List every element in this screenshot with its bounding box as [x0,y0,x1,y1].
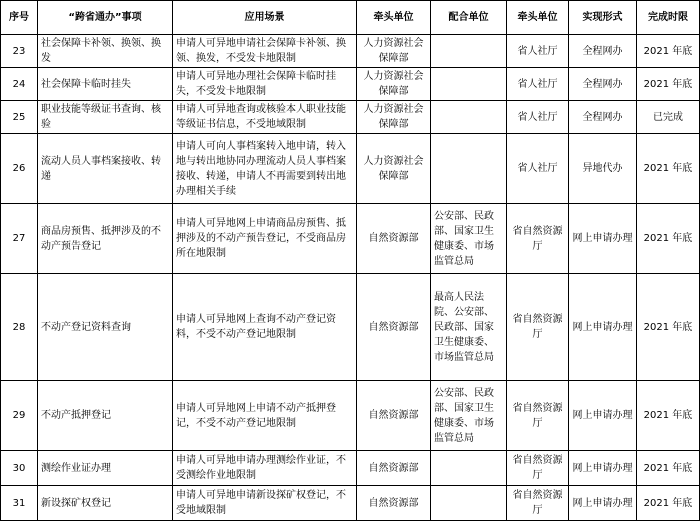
cell-lead: 人力资源社会保障部 [357,35,431,68]
header-deadline: 完成时限 [637,1,700,35]
header-form: 实现形式 [569,1,637,35]
cell-coop [431,68,507,101]
cell-lead: 人力资源社会保障部 [357,68,431,101]
table-row [1,381,700,451]
cell-coop: 最高人民法院、公安部、民政部、国家卫生健康委、市场监管总局 [431,274,507,381]
cell-lead2: 省人社厅 [507,68,569,101]
header-lead: 牵头单位 [357,1,431,35]
cell-no: 31 [1,486,38,521]
cell-lead2: 省人社厅 [507,35,569,68]
cell-deadline: 2021 年底 [637,486,700,521]
cell-lead2: 省自然资源厅 [507,486,569,521]
cell-form: 网上申请办理 [569,381,637,451]
cell-form: 全程网办 [569,68,637,101]
cell-item: 商品房预售、抵押涉及的不动产预告登记 [38,204,173,274]
cell-lead2: 省自然资源厅 [507,381,569,451]
table-row [1,274,700,381]
cell-deadline: 2021 年底 [637,35,700,68]
cell-lead: 自然资源部 [357,451,431,486]
cell-no: 25 [1,101,38,134]
cell-scene: 申请人可异地网上查询不动产登记资料，不受不动产登记地限制 [173,274,357,381]
cell-scene: 申请人可异地网上申请商品房预售、抵押涉及的不动产预告登记，不受商品房所在地限制 [173,204,357,274]
cell-coop [431,35,507,68]
table-row [1,35,700,68]
cell-item: 新设探矿权登记 [38,486,173,521]
cell-no: 23 [1,35,38,68]
table-row [1,134,700,204]
cell-form: 异地代办 [569,134,637,204]
header-coop: 配合单位 [431,1,507,35]
header-row [1,1,700,35]
cell-lead: 自然资源部 [357,381,431,451]
cell-item: 流动人员人事档案接收、转递 [38,134,173,204]
table-row [1,68,700,101]
cell-coop [431,134,507,204]
cell-deadline: 2021 年底 [637,381,700,451]
cell-scene: 申请人可异地办理社会保障卡临时挂失，不受发卡地限制 [173,68,357,101]
cell-item: 社会保障卡临时挂失 [38,68,173,101]
header-scene: 应用场景 [173,1,357,35]
cell-scene: 申请人可异地网上申请不动产抵押登记，不受不动产登记地限制 [173,381,357,451]
cell-deadline: 2021 年底 [637,68,700,101]
cell-coop: 公安部、民政部、国家卫生健康委、市场监管总局 [431,381,507,451]
cell-lead: 自然资源部 [357,486,431,521]
cell-deadline: 已完成 [637,101,700,134]
cell-no: 27 [1,204,38,274]
cell-scene: 申请人可向人事档案转入地申请，转入地与转出地协同办理流动人员人事档案接收、转递，申请人不再需要到转出地办理相关手续 [173,134,357,204]
cell-item: 职业技能等级证书查询、核验 [38,101,173,134]
table-row [1,101,700,134]
table-row [1,451,700,486]
cell-lead: 人力资源社会保障部 [357,101,431,134]
cell-form: 网上申请办理 [569,486,637,521]
cell-form: 网上申请办理 [569,274,637,381]
cell-lead2: 省自然资源厅 [507,274,569,381]
cell-form: 全程网办 [569,35,637,68]
header-no: 序号 [1,1,38,35]
cell-item: 不动产抵押登记 [38,381,173,451]
cell-lead: 人力资源社会保障部 [357,134,431,204]
cell-no: 26 [1,134,38,204]
cell-coop: 公安部、民政部、国家卫生健康委、市场监管总局 [431,204,507,274]
cell-form: 网上申请办理 [569,204,637,274]
cell-scene: 申请人可异地申请办理测绘作业证，不受测绘作业地限制 [173,451,357,486]
table-row [1,486,700,521]
cell-scene: 申请人可异地申请新设探矿权登记，不受地域限制 [173,486,357,521]
cell-coop [431,451,507,486]
cell-scene: 申请人可异地查询或核验本人职业技能等级证书信息，不受地域限制 [173,101,357,134]
cell-scene: 申请人可异地申请社会保障卡补领、换领、换发，不受发卡地限制 [173,35,357,68]
cell-lead2: 省自然资源厅 [507,451,569,486]
cell-coop [431,101,507,134]
cell-lead2: 省人社厅 [507,101,569,134]
header-item: “跨省通办”事项 [38,1,173,35]
cell-form: 网上申请办理 [569,451,637,486]
cell-deadline: 2021 年底 [637,451,700,486]
cell-coop [431,486,507,521]
cell-lead2: 省人社厅 [507,134,569,204]
table-row [1,204,700,274]
cell-deadline: 2021 年底 [637,204,700,274]
cell-no: 30 [1,451,38,486]
cell-no: 28 [1,274,38,381]
cell-item: 不动产登记资料查询 [38,274,173,381]
cell-lead2: 省自然资源厅 [507,204,569,274]
cell-form: 全程网办 [569,101,637,134]
cell-deadline: 2021 年底 [637,134,700,204]
cell-lead: 自然资源部 [357,204,431,274]
cell-item: 测绘作业证办理 [38,451,173,486]
cell-no: 29 [1,381,38,451]
cell-no: 24 [1,68,38,101]
cell-deadline: 2021 年底 [637,274,700,381]
cell-item: 社会保障卡补领、换领、换发 [38,35,173,68]
cell-lead: 自然资源部 [357,274,431,381]
header-lead2: 牵头单位 [507,1,569,35]
